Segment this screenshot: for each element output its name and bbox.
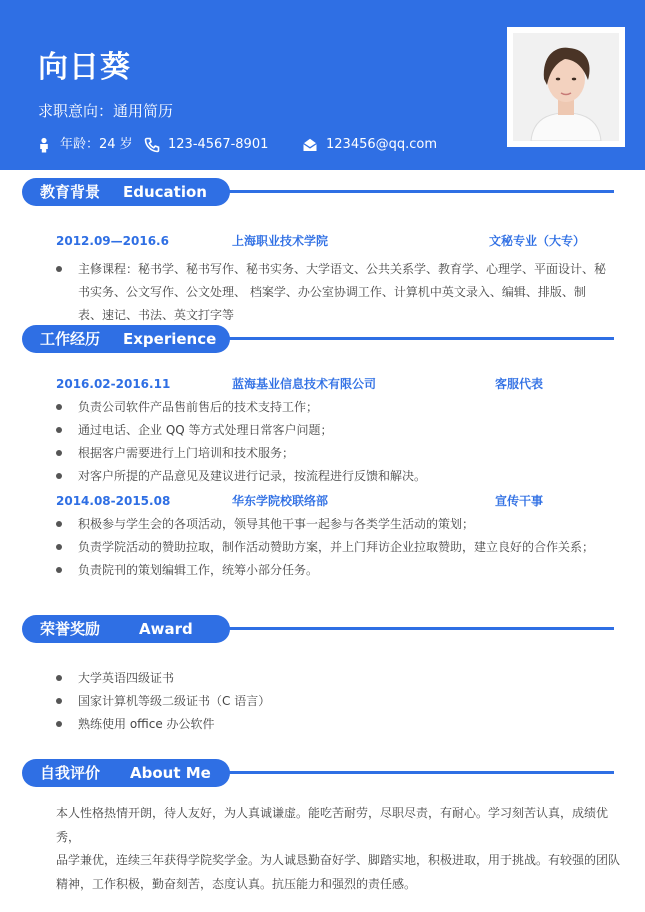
bullet-dot (56, 473, 62, 479)
list-item (56, 559, 616, 582)
list-item-text: 对客户所提的产品意见及建议进行记录，按流程进行反馈和解决。 (78, 469, 427, 483)
phone-info (144, 135, 268, 155)
bullet-dot (56, 567, 62, 573)
section-divider (212, 190, 614, 193)
education-section-header (22, 178, 614, 206)
job-intent: 求职意向：通用简历 (38, 102, 174, 120)
education-major: 文秘专业（大专） (489, 234, 586, 248)
list-item-text: 熟练使用 office 办公软件 (78, 717, 215, 731)
education-school: 上海职业技术学院 (232, 234, 329, 248)
education-period: 2012.09—2016.6 (56, 234, 169, 248)
award-section-header (22, 615, 614, 643)
list-item-text: 负责学院活动的赞助拉取，制作活动赞助方案，并上门拜访企业拉取赞助，建立良好的合作关系； (78, 540, 595, 554)
section-pill (22, 759, 230, 787)
bullet-dot (56, 521, 62, 527)
bullet-dot (56, 544, 62, 550)
list-item (56, 442, 616, 465)
list-item (56, 690, 616, 713)
section-divider (212, 337, 614, 340)
bullet-dot (56, 721, 62, 727)
list-item (56, 258, 608, 327)
self-evaluation-line: 本人性格热情开朗，待人友好，为人真诚谦虚。能吃苦耐劳，尽职尽责，有耐心。学习刻苦认真，成绩优秀， (56, 806, 609, 844)
about-section-header (22, 759, 614, 787)
bullet-dot (56, 698, 62, 704)
section-title-zh: 工作经历 (40, 330, 101, 348)
list-item (56, 465, 616, 488)
list-item (56, 713, 616, 736)
list-item-text: 国家计算机等级二级证书（C 语言） (78, 694, 271, 708)
section-title-en: Award (139, 620, 193, 638)
portrait-image (513, 33, 619, 141)
section-title-zh: 荣誉奖励 (40, 620, 101, 638)
bullet-dot (56, 404, 62, 410)
list-item (56, 419, 616, 442)
age-text: 年龄：24 岁 (60, 137, 133, 152)
profile-photo (507, 27, 625, 147)
education-courses: 主修课程：秘书学、秘书写作、秘书实务、大学语文、公共关系学、教育学、心理学、平面设计、秘书实务、公文写作、公文处理、 档案学、办公室协调工作、计算机中英文录入、编辑、排版、制表、速记、书法、英文打字等 (78, 262, 607, 322)
list-item (56, 536, 616, 559)
phone-icon (144, 137, 160, 153)
list-item-text: 通过电话、企业 QQ 等方式处理日常客户问题； (78, 423, 333, 437)
email-info (302, 135, 437, 155)
section-title-zh: 教育背景 (40, 183, 101, 201)
list-item (56, 396, 616, 419)
list-item-text: 积极参与学生会的各项活动，领导其他干事一起参与各类学生活动的策划； (78, 517, 475, 531)
person-icon (36, 137, 52, 153)
job-period: 2014.08-2015.08 (56, 494, 171, 508)
bullet-dot (56, 675, 62, 681)
section-pill (22, 325, 230, 353)
job-organization: 蓝海基业信息技术有限公司 (232, 377, 377, 391)
list-item (56, 667, 616, 690)
list-item-text: 根据客户需要进行上门培训和技术服务； (78, 446, 295, 460)
job-period: 2016.02-2016.11 (56, 377, 171, 391)
age-info (36, 135, 133, 155)
email-text[interactable]: 123456@qq.com (326, 137, 438, 152)
experience-section-header (22, 325, 614, 353)
section-pill (22, 615, 230, 643)
phone-text[interactable]: 123-4567-8901 (168, 137, 269, 152)
section-title-en: Education (123, 183, 207, 201)
self-evaluation-line: 品学兼优，连续三年获得学院奖学金。为人诚恳勤奋好学、脚踏实地，积极进取，用于挑战。有较强的团队 (56, 853, 621, 867)
section-title-zh: 自我评价 (40, 764, 101, 782)
bullet-dot (56, 427, 62, 433)
section-title-en: Experience (123, 330, 217, 348)
job-organization: 华东学院校联络部 (232, 494, 329, 508)
list-item (56, 513, 616, 536)
job-role: 客服代表 (495, 377, 544, 391)
section-title-en: About Me (130, 764, 211, 782)
list-item-text: 负责公司软件产品售前售后的技术支持工作； (78, 400, 319, 414)
self-evaluation (56, 802, 621, 896)
job-role: 宣传干事 (495, 494, 544, 508)
list-item-text: 负责院刊的策划编辑工作，统筹小部分任务。 (78, 563, 319, 577)
section-divider (212, 627, 614, 630)
candidate-name: 向日葵 (38, 50, 131, 85)
list-item-text: 大学英语四级证书 (78, 671, 175, 685)
bullet-dot (56, 266, 62, 272)
bullet-dot (56, 450, 62, 456)
section-divider (212, 771, 614, 774)
self-evaluation-line: 精神，工作积极，勤奋刻苦，态度认真。抗压能力和强烈的责任感。 (56, 876, 417, 891)
email-icon (302, 137, 318, 153)
section-pill (22, 178, 230, 206)
